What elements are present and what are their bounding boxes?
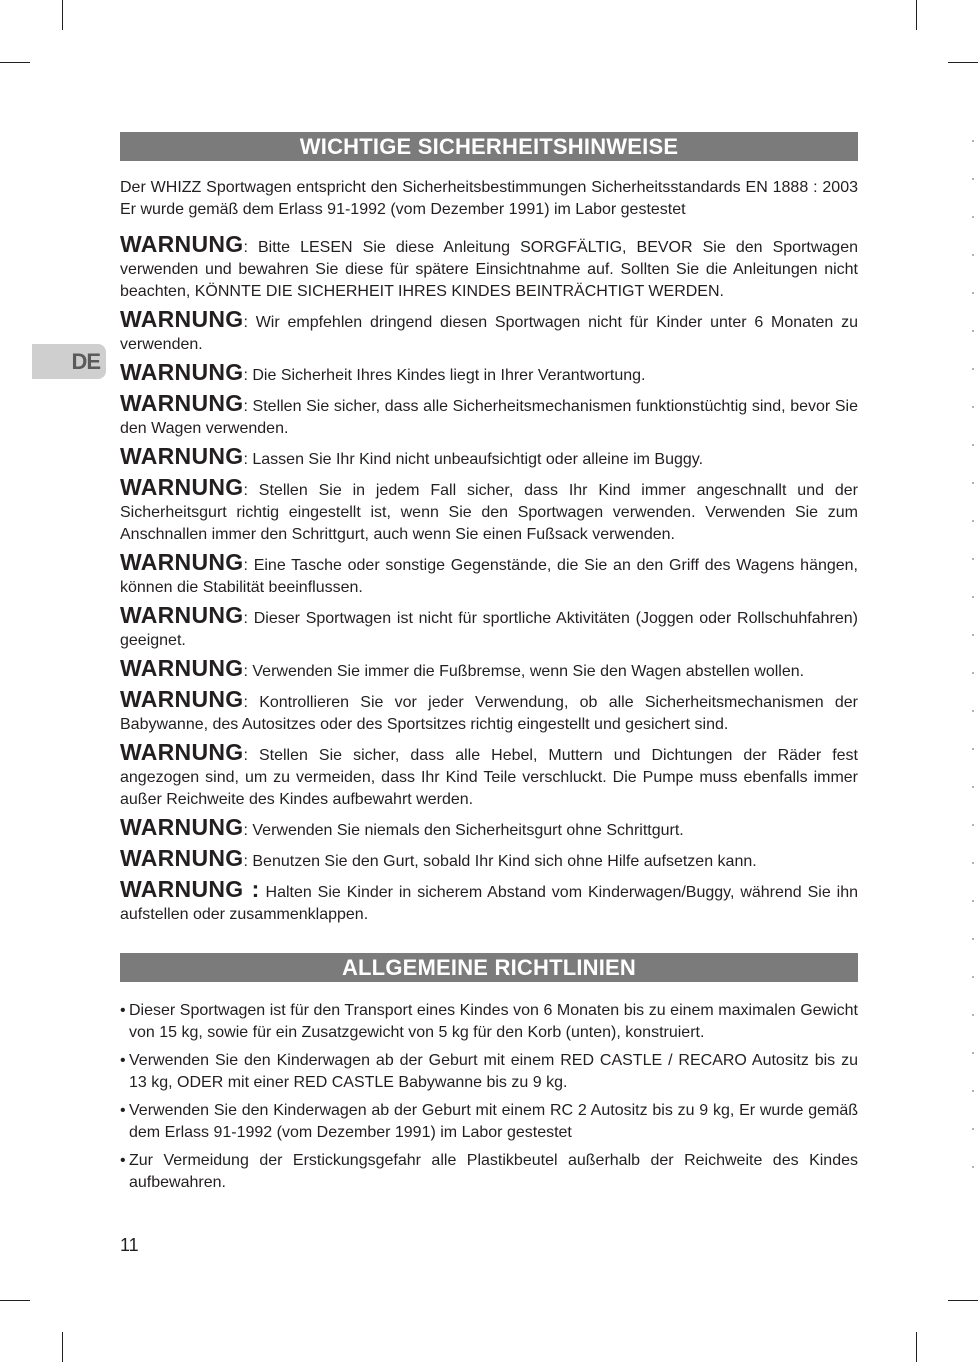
warning-item xyxy=(120,878,858,926)
edge-dot xyxy=(972,1052,974,1054)
warning-keyword: WARNUNG xyxy=(120,655,244,681)
page-content xyxy=(120,132,858,1200)
warning-text: : Bitte LESEN Sie diese Anleitung SORGFÄLTIG, BEVOR Sie den Sportwagen verwenden und bewahren Sie diese für spätere Einsichtnahme auf. Sollten Sie die Anleitungen nicht beachten, KÖNNTE DIE SICHERHEIT IHRES KINDES BEINTRÄCHTIGT WERDEN. xyxy=(120,239,858,300)
warning-item xyxy=(120,741,858,811)
warning-text: : Lassen Sie Ihr Kind nicht unbeaufsichtigt oder alleine im Buggy. xyxy=(243,451,704,468)
warning-item xyxy=(120,361,858,387)
warning-item xyxy=(120,445,858,471)
language-tab: DE xyxy=(32,344,106,379)
bullet-icon: • xyxy=(120,1052,126,1069)
warning-text: : Verwenden Sie immer die Fußbremse, wenn Sie den Wagen abstellen wollen. xyxy=(243,663,805,680)
edge-dot xyxy=(972,330,974,332)
edge-dot xyxy=(972,824,974,826)
bullet-icon: • xyxy=(120,1102,126,1119)
bullet-icon: • xyxy=(120,1152,126,1169)
edge-dot xyxy=(972,634,974,636)
edge-dot xyxy=(972,520,974,522)
warning-keyword: WARNUNG xyxy=(120,443,244,469)
guideline-item xyxy=(120,1100,858,1144)
crop-mark-bottom-left xyxy=(62,1332,63,1362)
crop-mark-top-right xyxy=(916,0,917,30)
warning-keyword: WARNUNG xyxy=(120,474,244,500)
edge-dot xyxy=(972,482,974,484)
warning-keyword: WARNUNG xyxy=(120,306,244,332)
warning-keyword: WARNUNG xyxy=(120,231,244,257)
edge-dot xyxy=(972,1128,974,1130)
guideline-item xyxy=(120,1050,858,1094)
edge-dot xyxy=(972,368,974,370)
warning-text: : Stellen Sie in jedem Fall sicher, dass Ihr Kind immer angeschnallt und der Sicherheitsgurt richtig eingestellt ist, wenn Sie den Sportwagen verwenden. Verwenden Sie zum Anschnallen immer den Schrittgurt, auch wenn Sie einen Fußsack verwenden. xyxy=(120,482,858,543)
warning-keyword: WARNUNG xyxy=(120,359,244,385)
edge-dot xyxy=(972,140,974,142)
warning-keyword: WARNUNG xyxy=(120,814,244,840)
bullet-icon: • xyxy=(120,1002,126,1019)
warning-keyword: WARNUNG xyxy=(120,739,244,765)
warning-item xyxy=(120,308,858,356)
warning-keyword: WARNUNG xyxy=(120,845,244,871)
crop-mark-bottom-left-h xyxy=(0,1300,30,1301)
warning-text: : Verwenden Sie niemals den Sicherheitsgurt ohne Schrittgurt. xyxy=(243,822,684,839)
crop-mark-top-right-h xyxy=(948,62,978,63)
edge-dot xyxy=(972,900,974,902)
edge-dot xyxy=(972,748,974,750)
edge-dot xyxy=(972,1014,974,1016)
crop-mark-bottom-right xyxy=(916,1332,917,1362)
edge-dot xyxy=(972,444,974,446)
warning-text: : Kontrollieren Sie vor jeder Verwendung, ob alle Sicherheitsmechanismen der Babywanne, des Autositzes oder des Sportsitzes richtig eingestellt und gesichert sind. xyxy=(120,694,858,733)
warning-text: : Stellen Sie sicher, dass alle Hebel, Muttern und Dichtungen der Räder fest angezogen sind, um zu vermeiden, dass Ihr Kind Teile verschluckt. Die Pumpe muss ebenfalls immer außer Reichweite des Kindes aufbewahrt werden. xyxy=(120,747,858,808)
edge-dot xyxy=(972,1166,974,1168)
guideline-text: Verwenden Sie den Kinderwagen ab der Geburt mit einem RED CASTLE / RECARO Autositz bis zu 13 kg, ODER mit einer RED CASTLE Babywanne bis zu 9 kg. xyxy=(129,1052,858,1091)
warning-text: : Benutzen Sie den Gurt, sobald Ihr Kind sich ohne Hilfe aufsetzen kann. xyxy=(243,853,757,870)
warning-item xyxy=(120,816,858,842)
warning-keyword: WARNUNG xyxy=(120,390,244,416)
warning-keyword: WARNUNG xyxy=(120,549,244,575)
edge-dot xyxy=(972,178,974,180)
warning-item xyxy=(120,688,858,736)
edge-dot xyxy=(972,1090,974,1092)
warning-text: : Die Sicherheit Ihres Kindes liegt in Ihrer Verantwortung. xyxy=(243,367,646,384)
edge-dot xyxy=(972,862,974,864)
warning-keyword: WARNUNG : xyxy=(120,876,260,902)
guideline-item xyxy=(120,1000,858,1044)
edge-dot xyxy=(972,938,974,940)
warning-text: : Dieser Sportwagen ist nicht für sportliche Aktivitäten (Joggen oder Rollschuhfahren) geeignet. xyxy=(120,610,858,649)
edge-dot xyxy=(972,596,974,598)
crop-mark-top-left xyxy=(62,0,63,30)
crop-mark-top-left-h xyxy=(0,62,30,63)
guideline-text: Verwenden Sie den Kinderwagen ab der Geburt mit einem RC 2 Autositz bis zu 9 kg, Er wurde gemäß dem Erlass 91-1992 (vom Dezember 1991) im Labor gestestet xyxy=(129,1102,858,1141)
warning-item xyxy=(120,551,858,599)
warning-list xyxy=(120,233,858,926)
section-title-guidelines: ALLGEMEINE RICHTLINIEN xyxy=(120,953,858,982)
edge-dot xyxy=(972,292,974,294)
warning-text: : Wir empfehlen dringend diesen Sportwagen nicht für Kinder unter 6 Monaten zu verwenden. xyxy=(120,314,858,353)
section-title-safety: WICHTIGE SICHERHEITSHINWEISE xyxy=(120,132,858,161)
intro-paragraph: Der WHIZZ Sportwagen entspricht den Sicherheitsbestimmungen Sicherheitsstandards EN 1888 : 2003 Er wurde gemäß dem Erlass 91-1992 (vom Dezember 1991) im Labor gestestet xyxy=(120,179,858,218)
warning-keyword: WARNUNG xyxy=(120,686,244,712)
warning-text: : Stellen Sie sicher, dass alle Sicherheitsmechanismen funktionstüchtig sind, bevor Sie den Wagen verwenden. xyxy=(120,398,858,437)
warning-item xyxy=(120,847,858,873)
guideline-text: Zur Vermeidung der Erstickungsgefahr alle Plastikbeutel außerhalb der Reichweite des Kindes aufbewahren. xyxy=(129,1152,858,1191)
guideline-text: Dieser Sportwagen ist für den Transport eines Kindes von 6 Monaten bis zu einem maximalen Gewicht von 15 kg, sowie für ein Zusatzgewicht von 5 kg für den Korb (unten), konstruiert. xyxy=(129,1002,858,1041)
page-number: 11 xyxy=(120,1235,139,1255)
edge-dot xyxy=(972,558,974,560)
edge-dot xyxy=(972,786,974,788)
warning-keyword: WARNUNG xyxy=(120,602,244,628)
edge-dot xyxy=(972,254,974,256)
warning-item xyxy=(120,657,858,683)
warning-text: Halten Sie Kinder in sicherem Abstand vom Kinderwagen/Buggy, während Sie ihn aufstellen oder zusammenklappen. xyxy=(120,884,858,923)
edge-dot xyxy=(972,976,974,978)
edge-dot xyxy=(972,710,974,712)
warning-item xyxy=(120,604,858,652)
crop-mark-bottom-right-h xyxy=(948,1300,978,1301)
edge-dot xyxy=(972,216,974,218)
edge-dot xyxy=(972,672,974,674)
guideline-list xyxy=(120,1000,858,1194)
warning-item xyxy=(120,392,858,440)
edge-dot xyxy=(972,406,974,408)
edge-dots xyxy=(972,140,976,1200)
warning-text: : Eine Tasche oder sonstige Gegenstände, die Sie an den Griff des Wagens hängen, können die Stabilität beeinflussen. xyxy=(120,557,858,596)
warning-item xyxy=(120,476,858,546)
warning-item xyxy=(120,233,858,303)
guideline-item xyxy=(120,1150,858,1194)
